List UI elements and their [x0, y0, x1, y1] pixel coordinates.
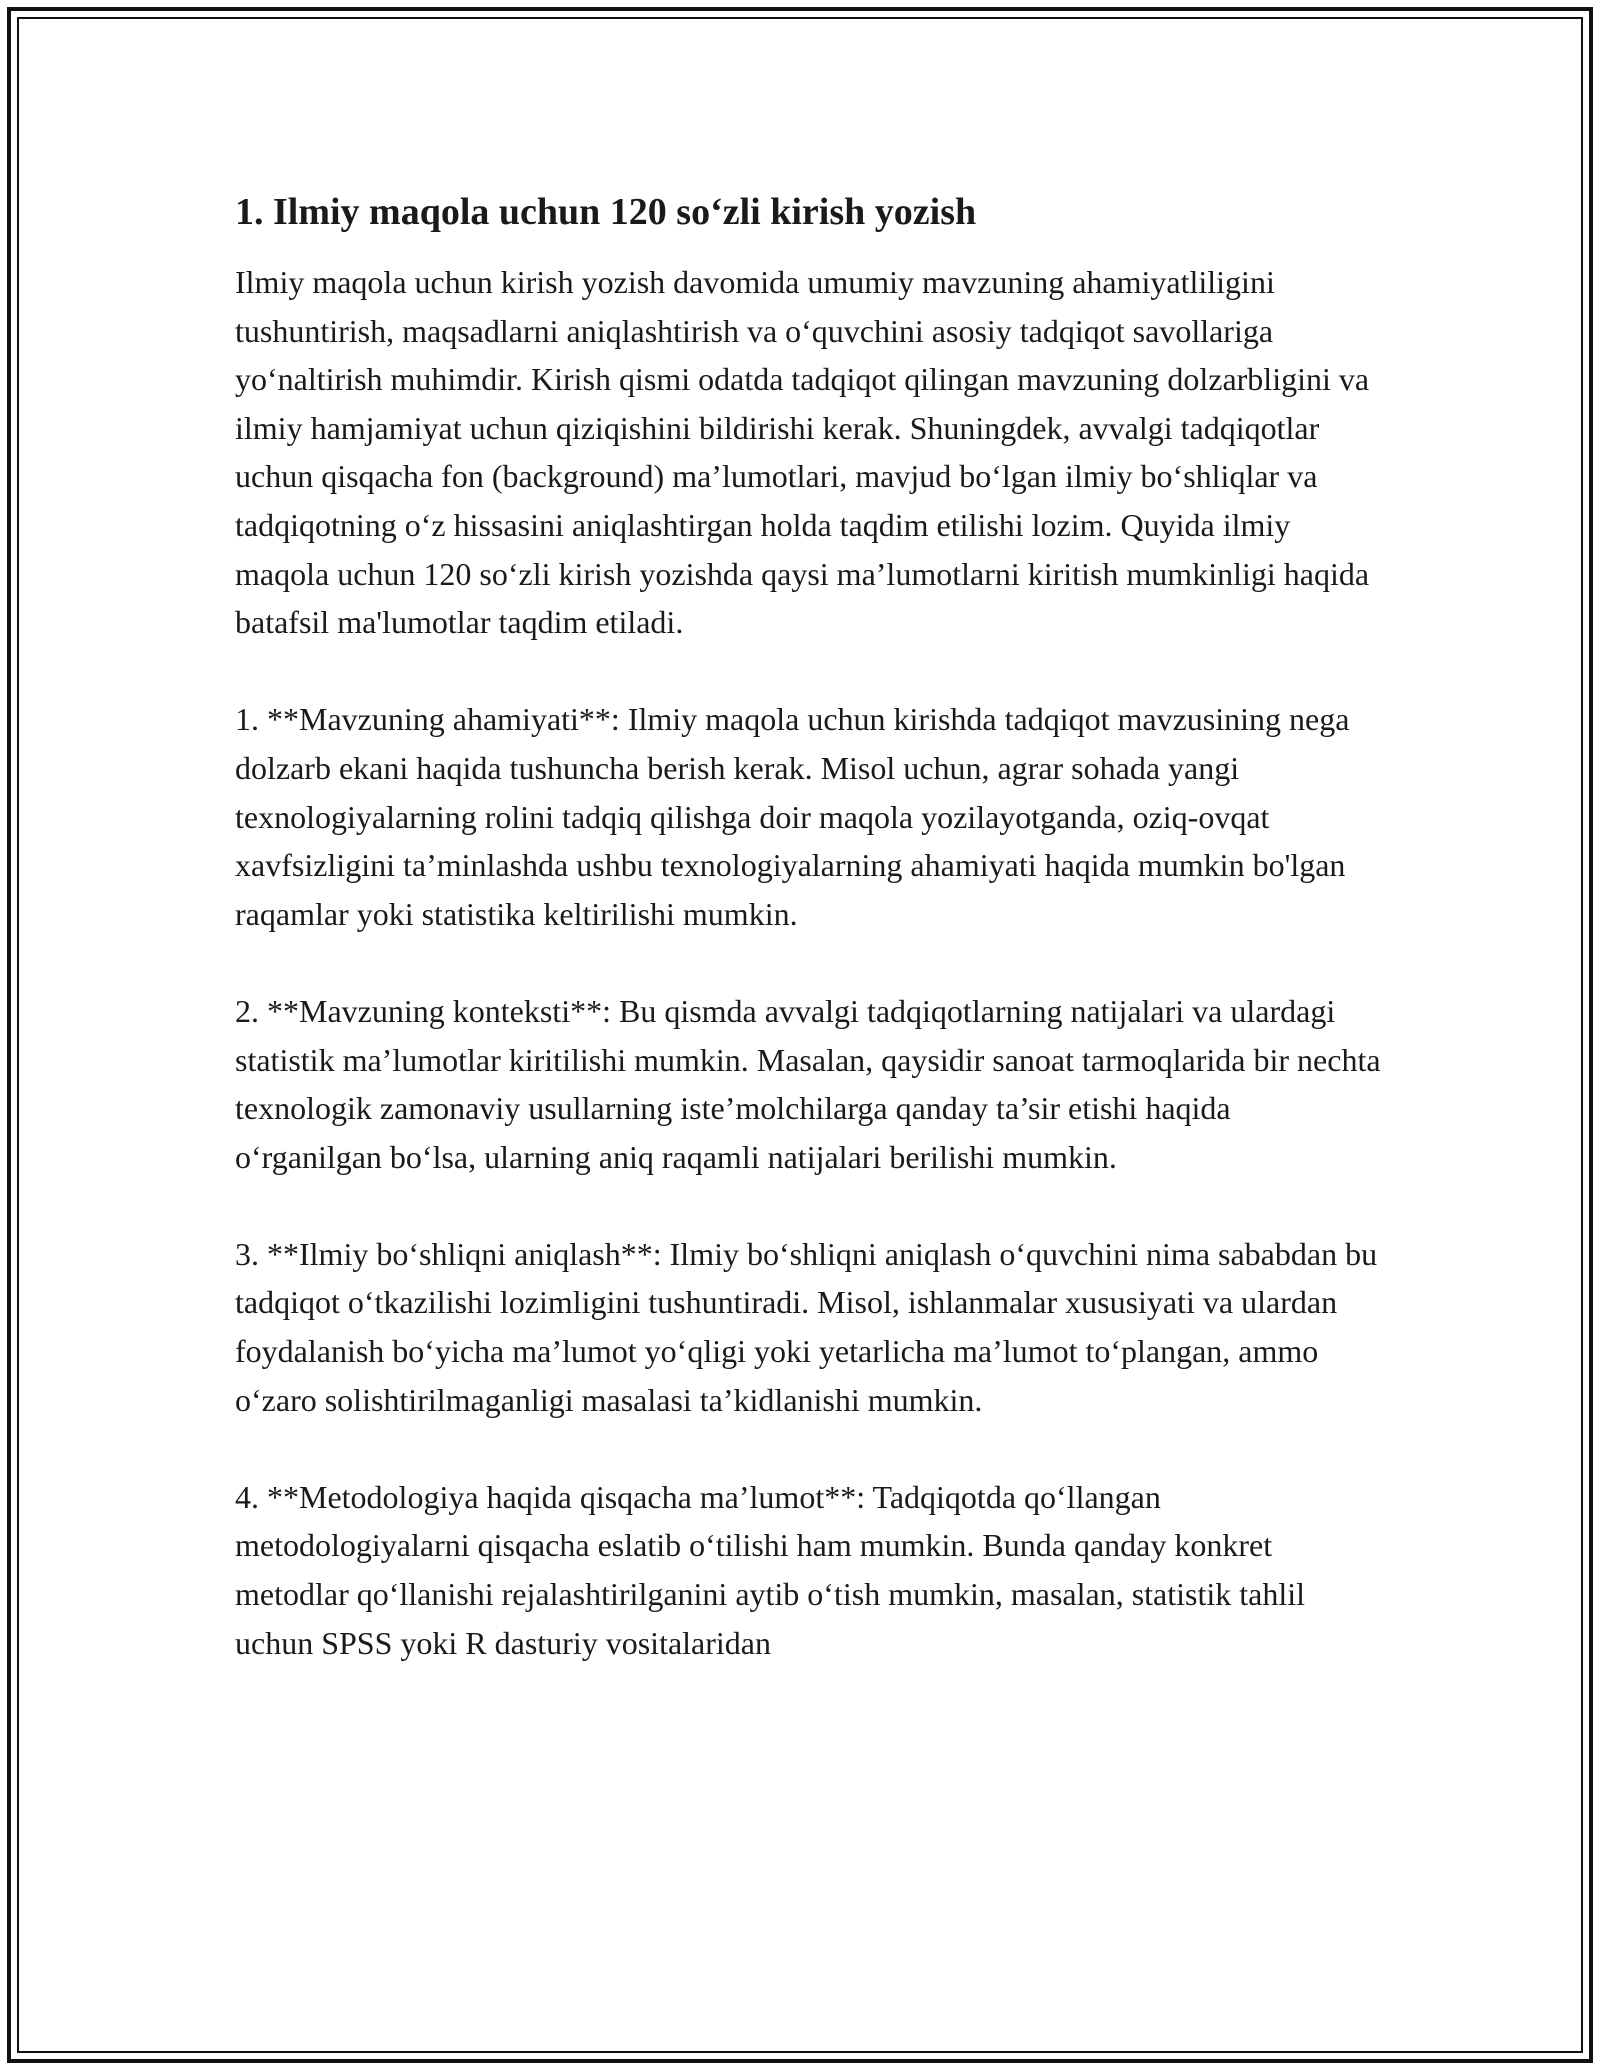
document-body	[235, 186, 1385, 1667]
list-item-research-gap: 3. **Ilmiy bo‘shliqni aniqlash**: Ilmiy bo‘shliqni aniqlash o‘quvchini nima sababdan bu tadqiqot o‘tkazilishi lozimligini tushuntiradi. Misol, ishlanmalar xususiyati va ulardan foydalanish bo‘yicha ma’lumot yo‘qligi yoki yetarlicha ma’lumot to‘plangan, ammo o‘zaro solishtirilmaganligi masalasi ta’kidlanishi mumkin.	[235, 1235, 1378, 1418]
list-item-topic-context: 2. **Mavzuning konteksti**: Bu qismda avvalgi tadqiqotlarning natijalari va ulardagi statistik ma’lumotlar kiritilishi mumkin. Masalan, qaysidir sanoat tarmoqlarida bir nechta texnologik zamonaviy usullarning iste’molchilarga qanday ta’sir etishi haqida o‘rganilgan bo‘lsa, ularning aniq raqamli natijalari berilishi mumkin.	[235, 992, 1381, 1175]
list-item-methodology: 4. **Metodologiya haqida qisqacha ma’lumot**: Tadqiqotda qo‘llangan metodologiyalarni qisqacha eslatib o‘tilishi ham mumkin. Bunda qanday konkret metodlar qo‘llanishi rejalashtirilganini aytib o‘tish mumkin, masalan, statistik tahlil uchun SPSS yoki R dasturiy vositalaridan	[235, 1478, 1306, 1661]
intro-paragraph: Ilmiy maqola uchun kirish yozish davomida umumiy mavzuning ahamiyatliligini tushuntirish, maqsadlarni aniqlashtirish va o‘quvchini asosiy tadqiqot savollariga yo‘naltirish muhimdir. Kirish qismi odatda tadqiqot qilingan mavzuning dolzarbligini va ilmiy hamjamiyat uchun qiziqishini bildirishi kerak. Shuningdek, avvalgi tadqiqotlar uchun qisqacha fon (background) ma’lumotlari, mavjud bo‘lgan ilmiy bo‘shliqlar va tadqiqotning o‘z hissasini aniqlashtirgan holda taqdim etilishi lozim. Quyida ilmiy maqola uchun 120 so‘zli kirish yozishda qaysi ma’lumotlarni kiritish mumkinligi haqida batafsil ma'lumotlar taqdim etiladi.	[235, 264, 1370, 641]
document-title: 1. Ilmiy maqola uchun 120 so‘zli kirish yozish	[235, 191, 977, 233]
list-item-topic-importance: 1. **Mavzuning ahamiyati**: Ilmiy maqola uchun kirishda tadqiqot mavzusining nega dolzarb ekani haqida tushuncha berish kerak. Misol uchun, agrar sohada yangi texnologiyalarning rolini tadqiq qilishga doir maqola yozilayotganda, oziq-ovqat xavfsizligini ta’minlashda ushbu texnologiyalarning ahamiyati haqida mumkin bo'lgan raqamlar yoki statistika keltirilishi mumkin.	[235, 701, 1350, 932]
